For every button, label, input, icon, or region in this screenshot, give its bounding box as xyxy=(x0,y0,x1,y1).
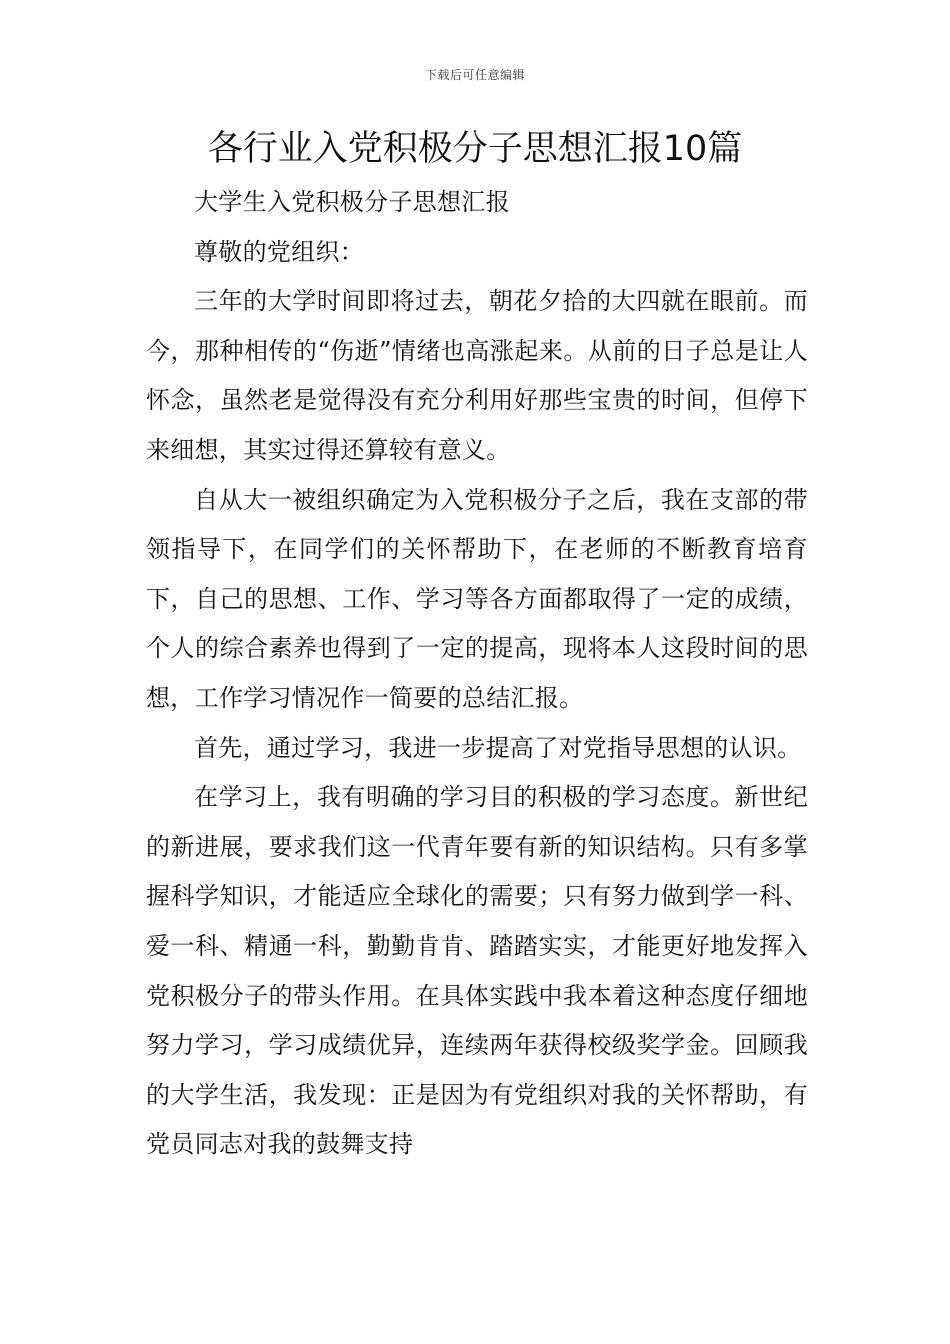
document-subtitle: 大学生入党积极分子思想汇报 xyxy=(194,188,510,216)
document-title: 各行业入党积极分子思想汇报10篇 xyxy=(207,129,743,169)
header-note: 下载后可任意编辑 xyxy=(424,68,525,82)
paragraph: 首先，通过学习，我进一步提高了对党指导思想的认识。 xyxy=(194,733,802,762)
salutation: 尊敬的党组织： xyxy=(194,237,365,266)
paragraph: 自从大一被组织确定为入党积极分子之后，我在支部的带领指导下，在同学们的关怀帮助下，在老师的不断教育培育下，自己的思想、工作、学习等各方面都取得了一定的成绩，个人的综合素养也得到了一定的提高，现将本人这段时间的思想，工作学习情况作一简要的总结汇报。 xyxy=(146,485,808,712)
document-body xyxy=(146,178,808,1170)
paragraph: 在学习上，我有明确的学习目的积极的学习态度。新世纪的新进展，要求我们这一代青年要有新的知识结构。只有多掌握科学知识，才能适应全球化的需要；只有努力做到学一科、爱一科、精通一科，勤勤肯肯、踏踏实实，才能更好地发挥入党积极分子的带头作用。在具体实践中我本着这种态度仔细地努力学习，学习成绩优异，连续两年获得校级奖学金。回顾我的大学生活，我发现：正是因为有党组织对我的关怀帮助，有党员同志对我的鼓舞支持 xyxy=(146,783,808,1159)
paragraph: 三年的大学时间即将过去，朝花夕拾的大四就在眼前。而今，那种相传的“伤逝”情绪也高涨起来。从前的日子总是让人怀念，虽然老是觉得没有充分利用好那些宝贵的时间，但停下来细想，其实过得还算较有意义。 xyxy=(146,287,808,464)
